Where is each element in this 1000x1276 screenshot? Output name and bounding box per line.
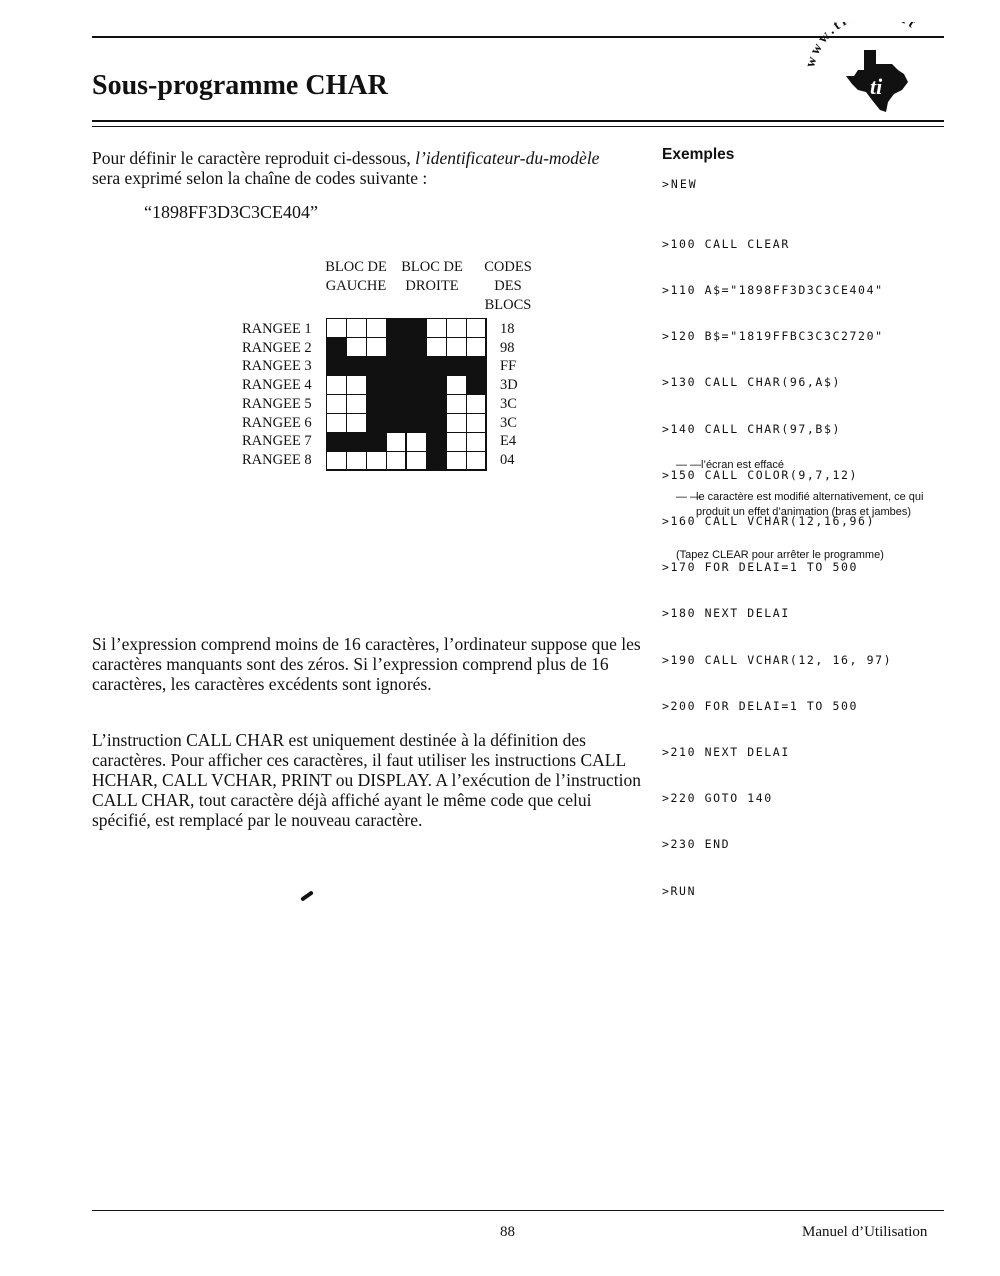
grid-cell-empty <box>446 318 467 338</box>
grid-cell-empty <box>366 337 387 357</box>
program-line: >120 B$="1819FFBC3C3C2720" <box>662 329 884 344</box>
note-stop: (Tapez CLEAR pour arrêter le programme) <box>676 549 884 561</box>
program-line: >140 CALL CHAR(97,B$) <box>662 421 841 436</box>
intro-text-2: sera exprimé selon la chaîne de codes suivante : <box>92 168 428 188</box>
note-animation <box>676 490 926 520</box>
grid-cell-empty <box>386 432 407 452</box>
row-label: RANGEE 5 <box>242 396 312 412</box>
intro-identifier: l’identificateur-du-modèle <box>415 148 600 168</box>
row-label: RANGEE 1 <box>242 321 312 337</box>
grid-cell-empty <box>446 337 467 357</box>
grid-cell-filled <box>406 375 427 395</box>
grid-cell-filled <box>326 432 347 452</box>
row-code: 98 <box>500 340 515 356</box>
row-label: RANGEE 3 <box>242 358 312 374</box>
grid-cell-empty <box>326 394 347 414</box>
grid-cell-filled <box>426 394 447 414</box>
grid-cell-filled <box>426 375 447 395</box>
grid-cell-empty <box>466 318 487 338</box>
grid-cell-filled <box>406 394 427 414</box>
svg-text:www.ti99iuc.it <box>806 22 920 69</box>
header-right-block <box>394 258 470 296</box>
grid-cell-empty <box>406 451 427 471</box>
grid-cell-filled <box>346 356 367 376</box>
examples-title: Exemples <box>662 146 735 163</box>
grid-cell-filled <box>366 432 387 452</box>
grid-cell-empty <box>326 318 347 338</box>
grid-cell-empty <box>366 318 387 338</box>
grid-cell-empty <box>446 413 467 433</box>
grid-cell-empty <box>466 451 487 471</box>
page-title: Sous-programme CHAR <box>92 70 388 101</box>
page-number: 88 <box>500 1224 515 1240</box>
grid-cell-empty <box>366 451 387 471</box>
grid-cell-filled <box>406 413 427 433</box>
program-line: >200 FOR DELAI=1 TO 500 <box>662 698 859 713</box>
code-string: “1898FF3D3C3CE404” <box>144 202 319 222</box>
program-line: >170 FOR DELAI=1 TO 500 <box>662 560 859 575</box>
row-label: RANGEE 4 <box>242 377 312 393</box>
header-codes <box>478 258 538 315</box>
grid-cell-empty <box>346 337 367 357</box>
grid-cell-filled <box>326 356 347 376</box>
grid-cell-filled <box>366 394 387 414</box>
grid-cell-empty <box>466 337 487 357</box>
svg-text:ti: ti <box>870 74 883 99</box>
paragraph-short-string: Si l’expression comprend moins de 16 caractères, l’ordinateur suppose que les caractères manquants sont des zéros. Si l’expression comprend plus de 16 caractères, les caractères excédents sont ignorés. <box>92 634 641 694</box>
grid-cell-empty <box>346 451 367 471</box>
grid-cell-empty <box>426 337 447 357</box>
header-codes-line2: DES <box>494 278 522 294</box>
row-code: 3D <box>500 377 518 393</box>
grid-cell-filled <box>326 337 347 357</box>
grid-cell-filled <box>346 432 367 452</box>
header-left-block <box>318 258 394 296</box>
row-label: RANGEE 6 <box>242 415 312 431</box>
program-line: >210 NEXT DELAI <box>662 745 790 760</box>
grid-cell-filled <box>406 318 427 338</box>
grid-cell-empty <box>466 432 487 452</box>
header-right-line2: DROITE <box>405 278 459 294</box>
grid-cell-filled <box>386 375 407 395</box>
grid-cell-empty <box>346 394 367 414</box>
stray-mark <box>300 890 314 901</box>
grid-cell-empty <box>346 413 367 433</box>
character-grid <box>326 318 486 470</box>
grid-cell-filled <box>366 356 387 376</box>
grid-cell-empty <box>446 394 467 414</box>
row-code: 3C <box>500 415 517 431</box>
grid-cell-empty <box>326 413 347 433</box>
note-dash: — — <box>676 491 702 503</box>
intro-text-1: Pour définir le caractère reproduit ci-dessous, <box>92 148 416 168</box>
row-code: FF <box>500 358 517 374</box>
grid-cell-filled <box>406 356 427 376</box>
grid-cell-empty <box>346 318 367 338</box>
note-screen-cleared: — —l’écran est effacé <box>676 459 785 471</box>
grid-cell-filled <box>366 413 387 433</box>
grid-cell-filled <box>386 318 407 338</box>
header-right-line1: BLOC DE <box>401 259 463 275</box>
grid-cell-filled <box>426 413 447 433</box>
row-label: RANGEE 2 <box>242 340 312 356</box>
grid-cell-filled <box>426 432 447 452</box>
header-codes-line1: CODES <box>484 259 532 275</box>
grid-cell-empty <box>446 375 467 395</box>
grid-cell-filled <box>466 375 487 395</box>
title-rule-thin <box>92 126 944 127</box>
texas-state-icon <box>846 50 908 112</box>
title-rule <box>92 120 944 122</box>
manual-name: Manuel d’Utilisation <box>802 1224 928 1240</box>
grid-block-divider <box>405 318 407 470</box>
paragraph-call-char: L’instruction CALL CHAR est uniquement destinée à la définition des caractères. Pour afficher ces caractères, il faut utiliser les instructions CALL HCHAR, CALL VCHAR, PRINT ou DISPLAY. A l’exécution de l’instruction CALL CHAR, tout caractère déjà affiché ayant le même code que celui spécifié, est remplacé par le nouveau caractère. <box>92 730 642 830</box>
program-line: >130 CALL CHAR(96,A$) <box>662 375 841 390</box>
program-line: >150 CALL COLOR(9,7,12) <box>662 467 859 482</box>
grid-cell-filled <box>386 394 407 414</box>
grid-cell-filled <box>426 356 447 376</box>
row-code: 18 <box>500 321 515 337</box>
grid-cell-filled <box>406 337 427 357</box>
grid-cell-empty <box>426 318 447 338</box>
prompt-new: >NEW <box>662 177 698 191</box>
row-label: RANGEE 7 <box>242 433 312 449</box>
program-line: >100 CALL CLEAR <box>662 236 790 251</box>
grid-cell-empty <box>326 375 347 395</box>
intro-paragraph <box>92 148 612 188</box>
grid-cell-filled <box>386 356 407 376</box>
ti-logo <box>806 22 946 122</box>
footer-rule <box>92 1210 944 1211</box>
grid-cell-filled <box>426 451 447 471</box>
grid-cell-empty <box>446 451 467 471</box>
grid-cell-empty <box>386 451 407 471</box>
grid-cell-filled <box>446 356 467 376</box>
header-left-line1: BLOC DE <box>325 259 387 275</box>
program-line: >230 END <box>662 837 731 852</box>
grid-cell-empty <box>326 451 347 471</box>
program-line: >180 NEXT DELAI <box>662 606 790 621</box>
grid-cell-empty <box>466 413 487 433</box>
header-left-line2: GAUCHE <box>325 278 387 294</box>
program-line: >160 CALL VCHAR(12,16,96) <box>662 514 876 529</box>
grid-cell-filled <box>466 356 487 376</box>
grid-cell-filled <box>386 337 407 357</box>
row-label: RANGEE 8 <box>242 452 312 468</box>
header-codes-line3: BLOCS <box>484 297 532 313</box>
program-line: >RUN <box>662 883 697 898</box>
grid-cell-empty <box>346 375 367 395</box>
row-code: 3C <box>500 396 517 412</box>
logo-watermark-text: ww.t t <box>807 22 921 58</box>
program-line: >110 A$="1898FF3D3C3CE404" <box>662 283 884 298</box>
program-line: >220 GOTO 140 <box>662 791 773 806</box>
grid-cell-empty <box>466 394 487 414</box>
grid-cell-empty <box>446 432 467 452</box>
row-code: E4 <box>500 433 517 449</box>
program-line: >190 CALL VCHAR(12, 16, 97) <box>662 652 893 667</box>
note-animation-text: le caractère est modifié alternativement, ce qui produit un effet d’animation (bras et jambes) <box>696 491 924 518</box>
row-code: 04 <box>500 452 515 468</box>
grid-cell-empty <box>406 432 427 452</box>
grid-cell-filled <box>366 375 387 395</box>
grid-cell-filled <box>386 413 407 433</box>
